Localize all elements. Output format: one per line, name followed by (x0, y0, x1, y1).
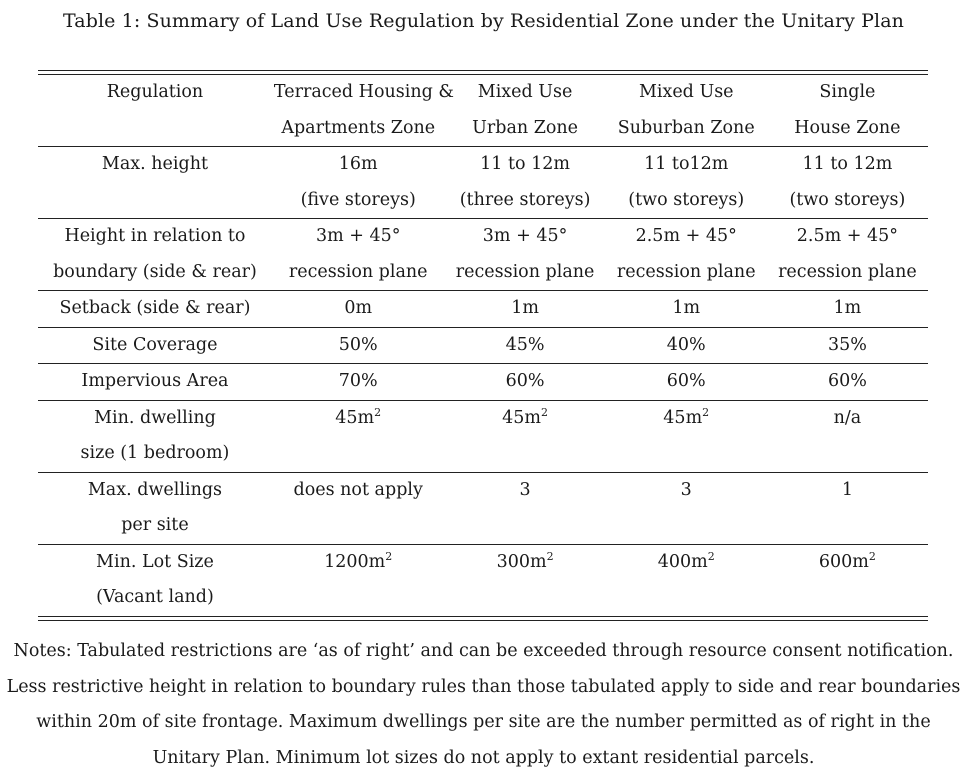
table-row (38, 400, 928, 472)
table-cell: 50% (272, 327, 445, 364)
table-cell: 35% (767, 327, 928, 364)
notes-line: Unitary Plan. Minimum lot sizes do not apply to extant residential parcels. (152, 747, 815, 768)
table-cell: does not apply (272, 472, 445, 544)
table-notes (0, 634, 967, 776)
table-cell: $400m^2$ (657, 549, 715, 572)
notes-line: Notes: Tabulated restrictions are ‘as of right’ and can be exceeded through resource consent notification. (13, 641, 954, 661)
header-terraced-housing: Terraced Housing & Apartments Zone (272, 75, 445, 147)
table-cell: 11 to12m (two storeys) (606, 147, 767, 219)
table-cell: 1 (767, 472, 928, 544)
header-regulation: Regulation (38, 75, 272, 147)
table-cell: 3m + 45° recession plane (445, 219, 606, 291)
bottom-double-rule (38, 616, 928, 621)
table-cell: 2.5m + 45° recession plane (606, 219, 767, 291)
notes-line: within 20m of site frontage. Maximum dwellings per site are the number permitted as of right in the (36, 712, 931, 732)
table-row (38, 472, 928, 544)
regulation-table (38, 75, 928, 616)
table-cell: $45m^2$ (272, 400, 445, 472)
table-cell: $600m^2$ (818, 549, 876, 572)
table-cell: 70% (272, 364, 445, 401)
table-cell: $45m^2$ (445, 400, 606, 472)
row-label: Impervious Area (38, 364, 272, 401)
header-mixed-use-urban: Mixed Use Urban Zone (445, 75, 606, 147)
table-cell: 60% (445, 364, 606, 401)
table-cell: $1200m^2$ (324, 549, 393, 572)
table-row (38, 291, 928, 328)
header-single-house: Single House Zone (767, 75, 928, 147)
notes-line: Less restrictive height in relation to boundary rules than those tabulated apply to side and rear boundaries (6, 676, 961, 697)
row-label: Height in relation to boundary (side & rear) (38, 219, 272, 291)
table-row (38, 327, 928, 364)
table-cell: 11 to 12m (two storeys) (767, 147, 928, 219)
table-caption: Table 1: Summary of Land Use Regulation by Residential Zone under the Unitary Plan (63, 10, 904, 32)
table-row (38, 147, 928, 219)
table-row (38, 364, 928, 401)
row-label: Site Coverage (38, 327, 272, 364)
row-label: Min. dwelling size (1 bedroom) (38, 400, 272, 472)
table-row (38, 544, 928, 616)
table-cell: 45% (445, 327, 606, 364)
header-mixed-use-suburban: Mixed Use Suburban Zone (606, 75, 767, 147)
row-label: Setback (side & rear) (38, 291, 272, 328)
table-cell: 40% (606, 327, 767, 364)
table-cell: 2.5m + 45° recession plane (767, 219, 928, 291)
row-label: Min. Lot Size (Vacant land) (96, 551, 214, 607)
table-cell: n/a (767, 400, 928, 472)
table-cell: 1m (445, 291, 606, 328)
table-cell: 3 (606, 472, 767, 544)
table-cell: 11 to 12m (three storeys) (445, 147, 606, 219)
table-cell: 0m (272, 291, 445, 328)
row-label: Max. height (38, 147, 272, 219)
table-cell: $300m^2$ (496, 549, 554, 572)
row-label: Max. dwellings per site (38, 472, 272, 544)
table-cell: 3 (445, 472, 606, 544)
table-cell: 1m (767, 291, 928, 328)
table-cell: 3m + 45° recession plane (272, 219, 445, 291)
table-cell: 1m (606, 291, 767, 328)
table-cell: 16m (five storeys) (272, 147, 445, 219)
table-cell: $45m^2$ (606, 400, 767, 472)
table-cell: 60% (606, 364, 767, 401)
regulation-table-container (38, 70, 928, 621)
header-row (38, 75, 928, 147)
table-cell: 60% (767, 364, 928, 401)
table-row (38, 219, 928, 291)
